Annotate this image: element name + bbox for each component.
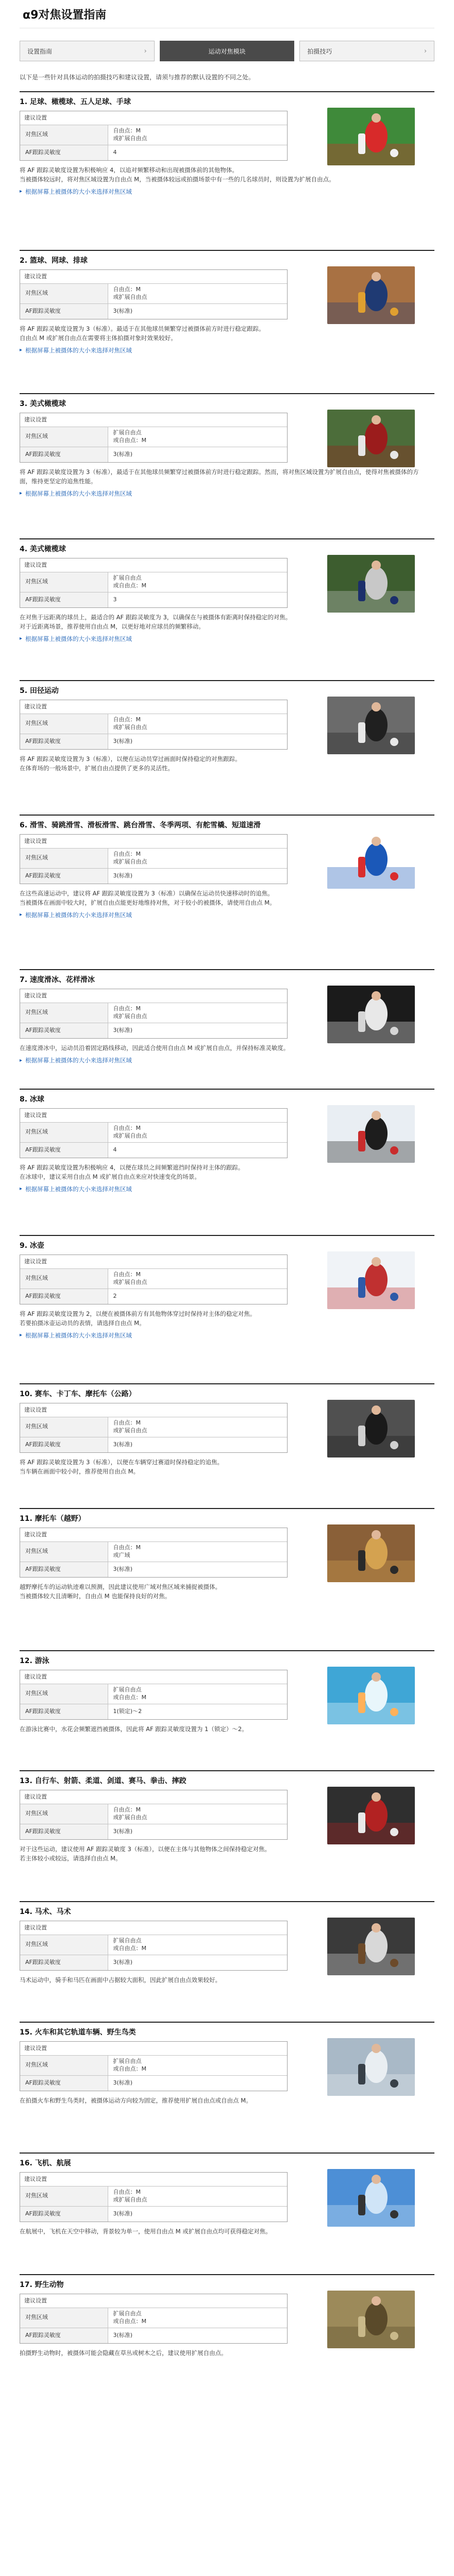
table-row [20,1704,287,1719]
recommended-settings-box [20,1528,288,1578]
table-row [20,2075,287,2091]
sport-section [20,1383,434,1508]
table-row [20,2056,287,2076]
sport-section [20,1901,434,2022]
box-heading: 建议设置 [24,1793,47,1800]
af-sensitivity-label: AF跟踪灵敏度 [20,447,108,462]
table-row [20,592,287,607]
sections-list [20,91,434,2392]
af-sensitivity-value: 3(标准) [108,1437,287,1452]
focus-area-tip-link[interactable] [20,346,434,354]
focus-area-label: 对焦区域 [20,2056,108,2076]
recommended-settings-box [20,269,288,319]
focus-area-value: 自由点：M 或扩展自由点 [108,714,287,734]
chevron-right-icon: ▸ [20,1332,23,1338]
sport-section [20,2153,434,2274]
af-sensitivity-label: AF跟踪灵敏度 [20,868,108,884]
section-description: 在拍摄火车和野生鸟类时，被摄体运动方向较为固定，推荐使用扩展自由点或自由点 M。 [20,2097,252,2105]
box-heading: 建议设置 [24,1531,47,1538]
section-title: 5. 田径运动 [20,687,59,695]
table-row [20,1804,287,1824]
section-title: 9. 冰壶 [20,1242,44,1250]
chevron-right-icon: › [424,47,427,55]
box-heading: 建议设置 [24,2176,47,2182]
section-description: 将 AF 跟踪灵敏度设置为 3（标准），以便在运动员穿过画面时保持稳定的对焦跟踪。 在体育场的一般场景中，扩展自由点提供了更多的灵活性。 [20,755,241,772]
tab-label: 运动对焦模块 [208,47,246,55]
focus-area-label: 对焦区域 [20,849,108,869]
sport-section [20,1235,434,1383]
box-heading: 建议设置 [24,416,47,423]
tab-label: 拍摄技巧 [307,47,332,55]
focus-area-label: 对焦区域 [20,1003,108,1023]
section-description: 将 AF 跟踪灵敏度设置为 3（标准），最适于在其他球员频繁穿过被摄体前方时进行稳定跟踪。然而，将对焦区域设置为扩展自由点，使得对焦被摄体的方面，维持更坚定的追焦性能。 [20,468,419,485]
settings-table [20,572,287,607]
tab-setting-guide[interactable] [20,41,155,61]
section-description: 在对焦于远距离的球员上，最适合的 AF 跟踪灵敏度为 3，以确保在与被摄体有距离时保持稳定的对焦。 对于近距离场景，推荐使用自由点 M，以更好地对应球员的频繁移动。 [20,614,292,630]
tab-label: 设置指南 [27,47,53,55]
sport-photo [327,555,415,613]
box-heading: 建议设置 [24,703,47,710]
section-description: 越野摩托车的运动轨迹难以预测，因此建议使用广域对焦区域来捕捉被摄体。 当被摄体较大且清晰时，自由点 M 也能保持良好的对焦。 [20,1583,221,1600]
sport-photo [327,831,415,889]
focus-area-value: 自由点：M 或扩展自由点 [108,1269,287,1289]
section-description: 在这些高速运动中，建议将 AF 跟踪灵敏度设置为 3（标准）以确保在运动员快速移动时的追焦。 当被摄体在画面中较大时，扩展自由点能更好地维持对焦，对于较小的被摄体，请使用自由点 M。 [20,890,276,906]
sport-section [20,538,434,680]
section-title: 15. 火车和其它轨道车辆、野生鸟类 [20,2028,136,2037]
table-row [20,2308,287,2328]
table-row [20,1142,287,1158]
af-sensitivity-value: 3(标准) [108,303,287,319]
sport-photo [327,1524,415,1582]
table-row [20,1123,287,1143]
settings-table [20,848,287,884]
table-row [20,427,287,447]
table-row [20,2328,287,2343]
sport-photo [327,2291,415,2348]
recommended-settings-box [20,1108,288,1158]
table-row [20,145,287,160]
section-description: 对于这些运动，建议使用 AF 跟踪灵敏度 3（标准），以便在主体与其他物体之间保持稳定对焦。 若主体较小或较远，请选择自由点 M。 [20,1845,271,1862]
link-label: 根据屏幕上被摄体的大小来选择对焦区域 [25,635,132,642]
focus-area-label: 对焦区域 [20,284,108,304]
af-sensitivity-value: 3(标准) [108,1955,287,1970]
sport-section [20,969,434,1089]
af-sensitivity-label: AF跟踪灵敏度 [20,2206,108,2222]
sport-section [20,2274,434,2392]
focus-area-label: 对焦区域 [20,2187,108,2207]
table-row [20,1417,287,1437]
af-sensitivity-value: 4 [108,1142,287,1158]
settings-table [20,1541,287,1577]
sport-section [20,1089,434,1235]
focus-area-value: 扩展自由点 或自由点：M [108,2056,287,2076]
link-label: 根据屏幕上被摄体的大小来选择对焦区域 [25,346,132,354]
recommended-settings-box [20,558,288,608]
box-heading: 建议设置 [24,1924,47,1931]
table-row [20,1955,287,1970]
settings-table [20,283,287,319]
focus-area-tip-link[interactable] [20,911,434,919]
recommended-settings-box [20,1670,288,1720]
recommended-settings-box [20,1921,288,1971]
sport-section [20,393,434,538]
settings-table [20,1122,287,1158]
sport-photo [327,1918,415,1975]
af-sensitivity-label: AF跟踪灵敏度 [20,2075,108,2091]
section-title: 10. 赛车、卡丁车、摩托车（公路） [20,1390,136,1398]
settings-table [20,1417,287,1452]
box-heading: 建议设置 [24,273,47,280]
af-sensitivity-label: AF跟踪灵敏度 [20,1704,108,1719]
sport-section [20,1650,434,1770]
recommended-settings-box [20,1790,288,1840]
table-row [20,2206,287,2222]
table-row [20,734,287,749]
focus-area-label: 对焦区域 [20,2308,108,2328]
af-sensitivity-value: 4 [108,145,287,160]
focus-area-label: 对焦区域 [20,1684,108,1704]
settings-table [20,1003,287,1038]
af-sensitivity-value: 3(标准) [108,734,287,749]
sport-photo [327,108,415,165]
section-description: 马术运动中，骑手和马匹在画面中占据较大面积，因此扩展自由点效果较好。 [20,1976,221,1984]
af-sensitivity-value: 3(标准) [108,868,287,884]
af-sensitivity-label: AF跟踪灵敏度 [20,1142,108,1158]
section-description: 将 AF 跟踪灵敏度设置为 3（标准）。最适于在其他球员频繁穿过被摄体前方时进行稳定跟踪。 自由点 M 或扩展自由点在需要将主体拍摄对象时效果较好。 [20,325,265,342]
sport-photo [327,2169,415,2227]
focus-area-tip-link[interactable] [20,1056,434,1064]
section-title: 7. 速度滑冰、花样滑冰 [20,976,95,984]
focus-area-value: 扩展自由点 或自由点：M [108,572,287,592]
section-title: 3. 美式橄榄球 [20,400,66,408]
sport-photo [327,1105,415,1163]
af-sensitivity-label: AF跟踪灵敏度 [20,1955,108,1970]
recommended-settings-box [20,2041,288,2091]
link-label: 根据屏幕上被摄体的大小来选择对焦区域 [25,911,132,919]
table-row [20,868,287,884]
sport-photo [327,2038,415,2096]
sport-section [20,1508,434,1650]
focus-area-value: 扩展自由点 或自由点：M [108,1935,287,1955]
af-sensitivity-label: AF跟踪灵敏度 [20,1289,108,1304]
settings-table [20,1935,287,1970]
recommended-settings-box [20,1255,288,1304]
af-sensitivity-label: AF跟踪灵敏度 [20,145,108,160]
recommended-settings-box [20,834,288,884]
settings-table [20,125,287,160]
table-row [20,849,287,869]
table-row [20,1023,287,1038]
af-sensitivity-label: AF跟踪灵敏度 [20,592,108,607]
sport-photo [327,1251,415,1309]
table-row [20,1824,287,1839]
intro-text: 以下是一些针对具体运动的拍摄技巧和建议设置，请须与推荐的默认设置的不同之处。 [20,74,255,81]
focus-area-value: 扩展自由点 或自由点：M [108,2308,287,2328]
focus-area-label: 对焦区域 [20,1417,108,1437]
section-title: 6. 滑雪、骑跳滑雪、滑板滑雪、跳台滑雪、冬季两项、有舵雪橇、短道速滑 [20,821,261,829]
section-title: 17. 野生动物 [20,2281,64,2289]
sport-photo [327,697,415,754]
focus-area-label: 对焦区域 [20,427,108,447]
recommended-settings-box [20,989,288,1039]
sport-photo [327,1667,415,1724]
focus-area-tip-link[interactable] [20,635,434,643]
focus-area-value: 自由点：M 或扩展自由点 [108,849,287,869]
settings-table [20,2055,287,2091]
af-sensitivity-label: AF跟踪灵敏度 [20,1023,108,1038]
focus-area-label: 对焦区域 [20,1804,108,1824]
recommended-settings-box [20,700,288,750]
settings-table [20,714,287,749]
af-sensitivity-label: AF跟踪灵敏度 [20,734,108,749]
section-title: 14. 马术、马术 [20,1908,71,1916]
focus-area-value: 自由点：M 或扩展自由点 [108,1804,287,1824]
section-title: 1. 足球、橄榄球、五人足球、手球 [20,98,131,106]
table-row [20,572,287,592]
table-row [20,1003,287,1023]
sport-section [20,1770,434,1901]
focus-area-label: 对焦区域 [20,1269,108,1289]
chevron-right-icon: ▸ [20,189,23,195]
section-description: 将 AF 跟踪灵敏度设置为 3（标准），以便在车辆穿过赛道时保持稳定的追焦。 当车辆在画面中较小时，推荐使用自由点 M。 [20,1459,224,1475]
chevron-right-icon: ▸ [20,636,23,642]
section-description: 在游泳比赛中，水花会频繁遮挡被摄体，因此将 AF 跟踪灵敏度设置为 1（锁定）～2。 [20,1725,248,1733]
settings-table [20,1268,287,1304]
tab-shooting-tips[interactable] [299,41,434,61]
focus-area-value: 扩展自由点 或自由点：M [108,427,287,447]
sport-photo [327,986,415,1043]
sport-section [20,815,434,969]
table-row [20,284,287,304]
box-heading: 建议设置 [24,114,47,121]
link-label: 根据屏幕上被摄体的大小来选择对焦区域 [25,188,132,195]
box-heading: 建议设置 [24,992,47,999]
focus-area-tip-link[interactable] [20,489,434,498]
focus-area-label: 对焦区域 [20,125,108,145]
table-row [20,1684,287,1704]
link-label: 根据屏幕上被摄体的大小来选择对焦区域 [25,1057,132,1064]
chevron-right-icon: ▸ [20,1057,23,1063]
recommended-settings-box [20,111,288,161]
section-title: 4. 美式橄榄球 [20,545,66,553]
focus-area-value: 扩展自由点 或自由点：M [108,1684,287,1704]
focus-area-label: 对焦区域 [20,572,108,592]
sport-section [20,680,434,815]
settings-table [20,1804,287,1839]
box-heading: 建议设置 [24,562,47,568]
focus-area-label: 对焦区域 [20,1935,108,1955]
focus-area-value: 自由点：M 或扩展自由点 [108,1417,287,1437]
af-sensitivity-value: 3(标准) [108,2206,287,2222]
recommended-settings-box [20,413,288,463]
box-heading: 建议设置 [24,1258,47,1265]
section-description: 拍摄野生动物时，被摄体可能会隐藏在草丛或树木之后，建议使用扩展自由点。 [20,2349,227,2357]
focus-area-label: 对焦区域 [20,1123,108,1143]
chevron-right-icon: ▸ [20,347,23,353]
settings-table [20,1684,287,1719]
table-row [20,1289,287,1304]
section-title: 2. 篮球、网球、排球 [20,257,88,265]
section-description: 在速度滑冰中，运动员沿着固定路线移动，因此适合使用自由点 M 或扩展自由点，并保持标准灵敏度。 [20,1044,290,1052]
af-sensitivity-label: AF跟踪灵敏度 [20,2328,108,2343]
table-row [20,303,287,319]
box-heading: 建议设置 [24,2297,47,2304]
link-label: 根据屏幕上被摄体的大小来选择对焦区域 [25,1331,132,1339]
table-row [20,714,287,734]
section-description: 将 AF 跟踪灵敏度设置为 2，以便在被摄体前方有其他物体穿过时保持对主体的稳定对焦。 若要拍摄冰壶运动员的表情，请选择自由点 M。 [20,1310,256,1327]
box-heading: 建议设置 [24,1112,47,1118]
section-title: 13. 自行车、射箭、柔道、剑道、赛马、拳击、摔跤 [20,1777,187,1785]
sport-section [20,250,434,393]
af-sensitivity-value: 3(标准) [108,2075,287,2091]
sport-photo [327,266,415,324]
section-description: 在航展中，飞机在天空中移动，背景较为单一，使用自由点 M 或扩展自由点均可获得稳定对焦。 [20,2228,272,2235]
focus-area-value: 自由点：M 或扩展自由点 [108,125,287,145]
page-title: α9对焦设置指南 [23,8,107,22]
focus-area-tip-link[interactable] [20,1331,434,1340]
recommended-settings-box [20,2172,288,2222]
box-heading: 建议设置 [24,2045,47,2052]
header [20,0,434,28]
table-row [20,2187,287,2207]
sport-photo [327,410,415,467]
sport-photo [327,1400,415,1458]
section-description: 将 AF 跟踪灵敏度设置为积极响应 4，以便在球员之间频繁遮挡时保持对主体的跟踪。 在冰球中，建议采用自由点 M 或扩展自由点来应对快速变化的场景。 [20,1164,244,1180]
focus-area-label: 对焦区域 [20,1542,108,1562]
af-sensitivity-value: 3(标准) [108,2328,287,2343]
focus-area-value: 自由点：M 或扩展自由点 [108,2187,287,2207]
table-row [20,1935,287,1955]
link-label: 根据屏幕上被摄体的大小来选择对焦区域 [25,489,132,497]
recommended-settings-box [20,2294,288,2344]
focus-area-value: 自由点：M 或扩展自由点 [108,1123,287,1143]
table-row [20,125,287,145]
chevron-right-icon: ▸ [20,912,23,918]
af-sensitivity-label: AF跟踪灵敏度 [20,1824,108,1839]
af-sensitivity-value: 3(标准) [108,1824,287,1839]
table-row [20,447,287,462]
sport-section [20,91,434,250]
af-sensitivity-value: 3(标准) [108,1023,287,1038]
recommended-settings-box [20,1403,288,1453]
table-row [20,1269,287,1289]
section-title: 16. 飞机、航展 [20,2159,71,2167]
focus-area-tip-link[interactable] [20,188,434,196]
table-row [20,1542,287,1562]
table-row [20,1562,287,1577]
settings-table [20,427,287,462]
af-sensitivity-value: 2 [108,1289,287,1304]
focus-area-tip-link[interactable] [20,1185,434,1193]
focus-area-value: 自由点：M 或广域 [108,1542,287,1562]
section-title: 8. 冰球 [20,1095,44,1104]
focus-area-value: 自由点：M 或扩展自由点 [108,284,287,304]
af-sensitivity-value: 3(标准) [108,447,287,462]
af-sensitivity-label: AF跟踪灵敏度 [20,1437,108,1452]
section-title: 12. 游泳 [20,1657,49,1665]
sport-section [20,2022,434,2153]
af-sensitivity-label: AF跟踪灵敏度 [20,303,108,319]
settings-table [20,2308,287,2343]
box-heading: 建议设置 [24,838,47,844]
link-label: 根据屏幕上被摄体的大小来选择对焦区域 [25,1185,132,1193]
chevron-right-icon: › [144,47,147,55]
table-row [20,1437,287,1452]
chevron-right-icon: ▸ [20,1186,23,1192]
settings-table [20,2186,287,2222]
tab-bar [20,41,434,61]
af-sensitivity-value: 3 [108,592,287,607]
section-description: 将 AF 跟踪灵敏度设置为积极响应 4，以追对频繁移动和出现被摄体前的其他物体。 当被摄体较远时，将对焦区域设置为自由点 M，当被摄体较远或拍摄场景中有一些的几名球员时，则设置为扩展自由点。 [20,166,335,183]
af-sensitivity-value: 3(标准) [108,1562,287,1577]
chevron-right-icon: ▸ [20,490,23,497]
section-title: 11. 摩托车（越野） [20,1515,86,1523]
focus-area-label: 对焦区域 [20,714,108,734]
box-heading: 建议设置 [24,1406,47,1413]
af-sensitivity-label: AF跟踪灵敏度 [20,1562,108,1577]
focus-area-value: 自由点：M 或扩展自由点 [108,1003,287,1023]
sport-photo [327,1787,415,1844]
box-heading: 建议设置 [24,1673,47,1680]
tab-sports-focus[interactable] [160,41,295,61]
af-sensitivity-value: 1(锁定)～2 [108,1704,287,1719]
